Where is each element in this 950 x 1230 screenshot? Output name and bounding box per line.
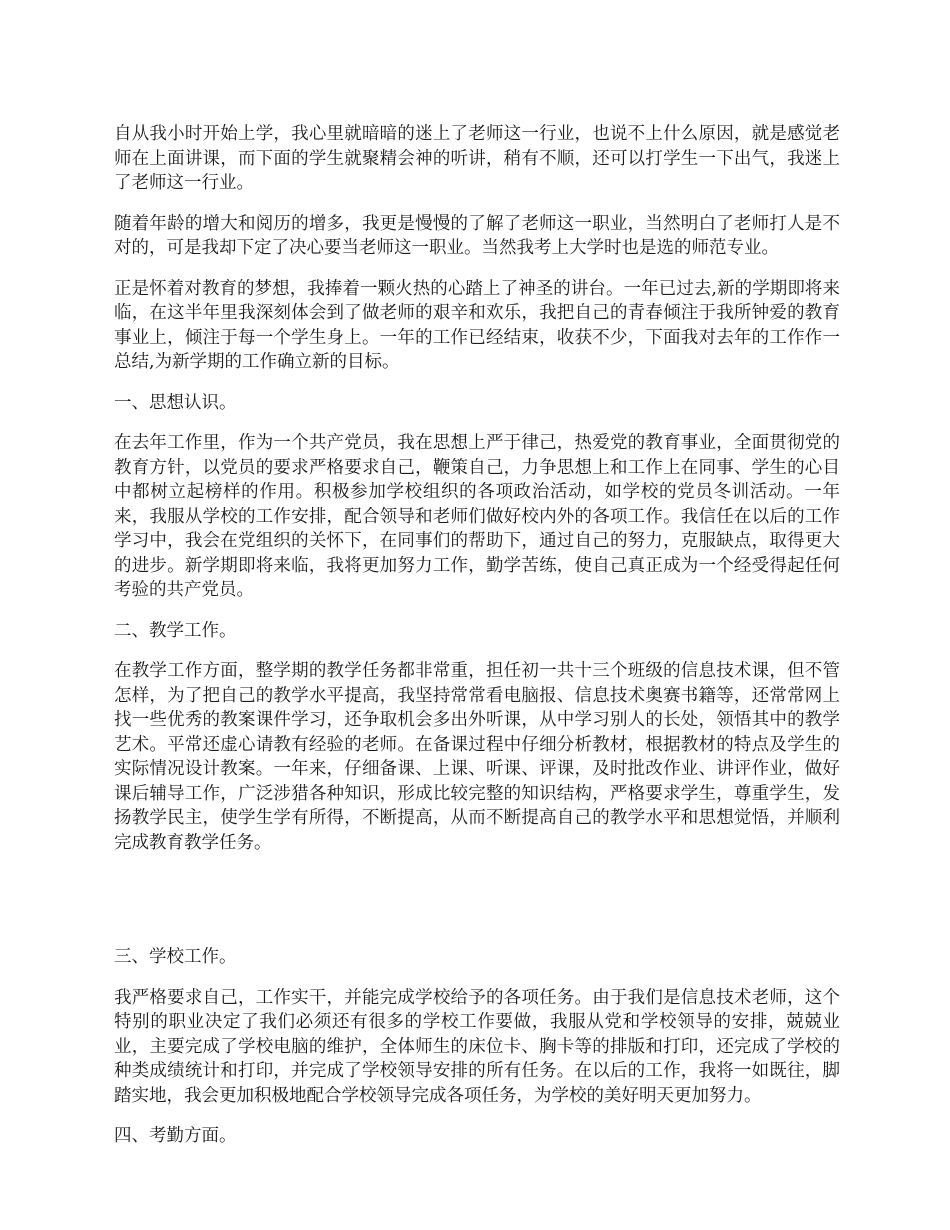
intro-paragraph-2: 随着年龄的增大和阅历的增多，我更是慢慢的了解了老师这一职业，当然明白了老师打人是不对的，可是我却下定了决心要当老师这一职业。当然我考上大学时也是选的师范专业。: [114, 213, 840, 258]
blank-gap: [114, 871, 840, 945]
intro-paragraph-1: 自从我小时开始上学，我心里就暗暗的迷上了老师这一行业，也说不上什么原因，就是感觉老师在上面讲课，而下面的学生就聚精会神的听讲，稍有不顺，还可以打学生一下出气，我迷上了老师这一行业。: [114, 124, 840, 193]
document-body: [114, 122, 840, 1165]
section-body-teaching: 在教学工作方面，整学期的教学任务都非常重，担任初一共十三个班级的信息技术课，但不管怎样，为了把自己的教学水平提高，我坚持常常看电脑报、信息技术奥赛书籍等，还常常网上找一些优秀的教案课件学习，还争取机会多出外听课，从中学习别人的长处，领悟其中的教学艺术。平常还虚心请教有经验的老师。在备课过程中仔细分析教材，根据教材的特点及学生的实际情况设计教案。一年来，仔细备课、上课、听课、评课，及时批改作业、讲评作业，做好课后辅导工作，广泛涉猎各种知识，形成比较完整的知识结构，严格要求学生，尊重学生，发扬教学民主，使学生学有所得，不断提高，从而不断提高自己的教学水平和思想觉悟，并顺利完成教育教学任务。: [114, 661, 840, 853]
section-heading-thought: 一、思想认识。: [114, 392, 237, 413]
section-body-school-work: 我严格要求自己，工作实干，并能完成学校给予的各项任务。由于我们是信息技术老师，这个特别的职业决定了我们必须还有很多的学校工作要做，我服从党和学校领导的安排，兢兢业业，主要完成了学校电脑的维护，全体师生的床位卡、胸卡等的排版和打印，还完成了学校的种类成绩统计和打印，并完成了学校领导安排的所有任务。在以后的工作，我将一如既往，脚踏实地，我会更加积极地配合学校领导完成各项任务，为学校的美好明天更加努力。: [114, 987, 840, 1106]
section-heading-teaching: 二、教学工作。: [114, 620, 237, 641]
section-body-thought: 在去年工作里，作为一个共产党员，我在思想上严于律己，热爱党的教育事业，全面贯彻党的教育方针，以党员的要求严格要求自己，鞭策自己，力争思想上和工作上在同事、学生的心目中都树立起榜样的作用。积极参加学校组织的各项政治活动，如学校的党员冬训活动。一年来，我服从学校的工作安排，配合领导和老师们做好校内外的各项工作。我信任在以后的工作学习中，我会在党组织的关怀下，在同事们的帮助下，通过自己的努力，克服缺点，取得更大的进步。新学期即将来临，我将更加努力工作，勤学苦练，使自己真正成为一个经受得起任何考验的共产党员。: [114, 433, 840, 600]
section-heading-attendance: 四、考勤方面。: [114, 1126, 237, 1146]
intro-paragraph-3: 正是怀着对教育的梦想，我捧着一颗火热的心踏上了神圣的讲台。一年已过去,新的学期即将来临，在这半年里我深刻体会到了做老师的艰辛和欢乐，我把自己的青春倾注于我所钟爱的教育事业上，倾注于每一个学生身上。一年的工作已经结束，收获不少，下面我对去年的工作作一总结,为新学期的工作确立新的目标。: [114, 278, 840, 372]
section-heading-school-work: 三、学校工作。: [114, 947, 237, 967]
